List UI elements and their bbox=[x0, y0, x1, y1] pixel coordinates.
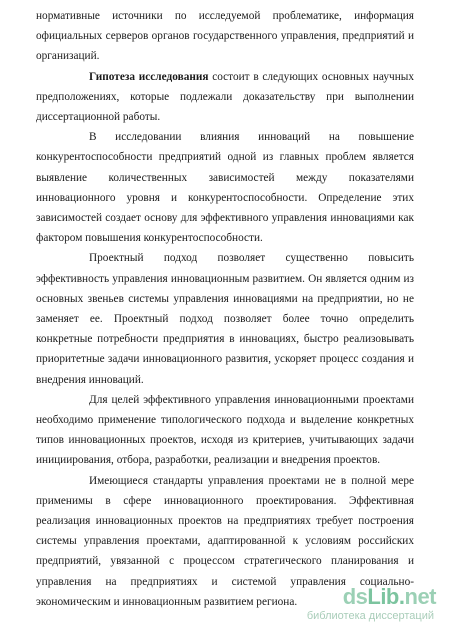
hypothesis-heading: Гипотеза исследования bbox=[89, 70, 209, 83]
paragraph-sources: нормативные источники по исследуемой проблематике, информация официальных серверов органов государственного управления, предприятий и организаций. bbox=[36, 10, 414, 63]
paragraph-typology: Для целей эффективного управления инновационными проектами необходимо применение типологического подхода и выделение конкретных типов инновационных проектов, исходя из критериев, учитывающих задачи инициирования, отбора, разработки, реализации и внедрения проектов. bbox=[36, 393, 414, 467]
paragraph-project-approach: Проектный подход позволяет существенно повысить эффективность управления инновационным развитием. Он является одним из основных звеньев системы управления инновациями на предприятии, но не заменяет ее. Проектный подход позволяет более точно определить конкретные потребности предприятия в инновациях, быстро реализовывать приоритетные задачи инновационного развития, ускоряет процесс создания и внедрения инноваций. bbox=[36, 252, 414, 386]
hypothesis-text: состоит в следующих основных научных предположениях, которые подлежали доказательству при выполнении диссертационной работы. bbox=[36, 70, 414, 124]
logo-dot: . bbox=[398, 584, 405, 609]
paragraph-innovation-influence: В исследовании влияния инноваций на повышение конкурентоспособности предприятий одной из главных проблем является выявление количественных зависимостей между показателями инновационного уровня и конкурентоспособности. Определение этих зависимостей создает основу для эффективного управления инновациями как фактором повышения конкурентоспособности. bbox=[36, 131, 414, 245]
paragraph-standards: Имеющиеся стандарты управления проектами не в полной мере применимы в сфере инновационного проектирования. Эффективная реализация инновационных проектов на предприятиях требует построения системы управления проектами, адаптированной к условиям российских предприятий, увязанной с процессом стратегического планирования и управления на предприятиях и системой управления социально-экономическим и инновационным развитием региона. bbox=[36, 474, 414, 608]
document-body bbox=[36, 6, 414, 612]
watermark-subtitle: библиотека диссертаций bbox=[306, 610, 434, 622]
logo-lib: Lib bbox=[367, 584, 399, 609]
logo-ds: ds bbox=[342, 584, 368, 609]
paragraph-hypothesis bbox=[36, 67, 414, 128]
dslib-logo bbox=[343, 586, 436, 608]
logo-net: net bbox=[404, 584, 436, 609]
dslib-watermark bbox=[286, 586, 436, 628]
